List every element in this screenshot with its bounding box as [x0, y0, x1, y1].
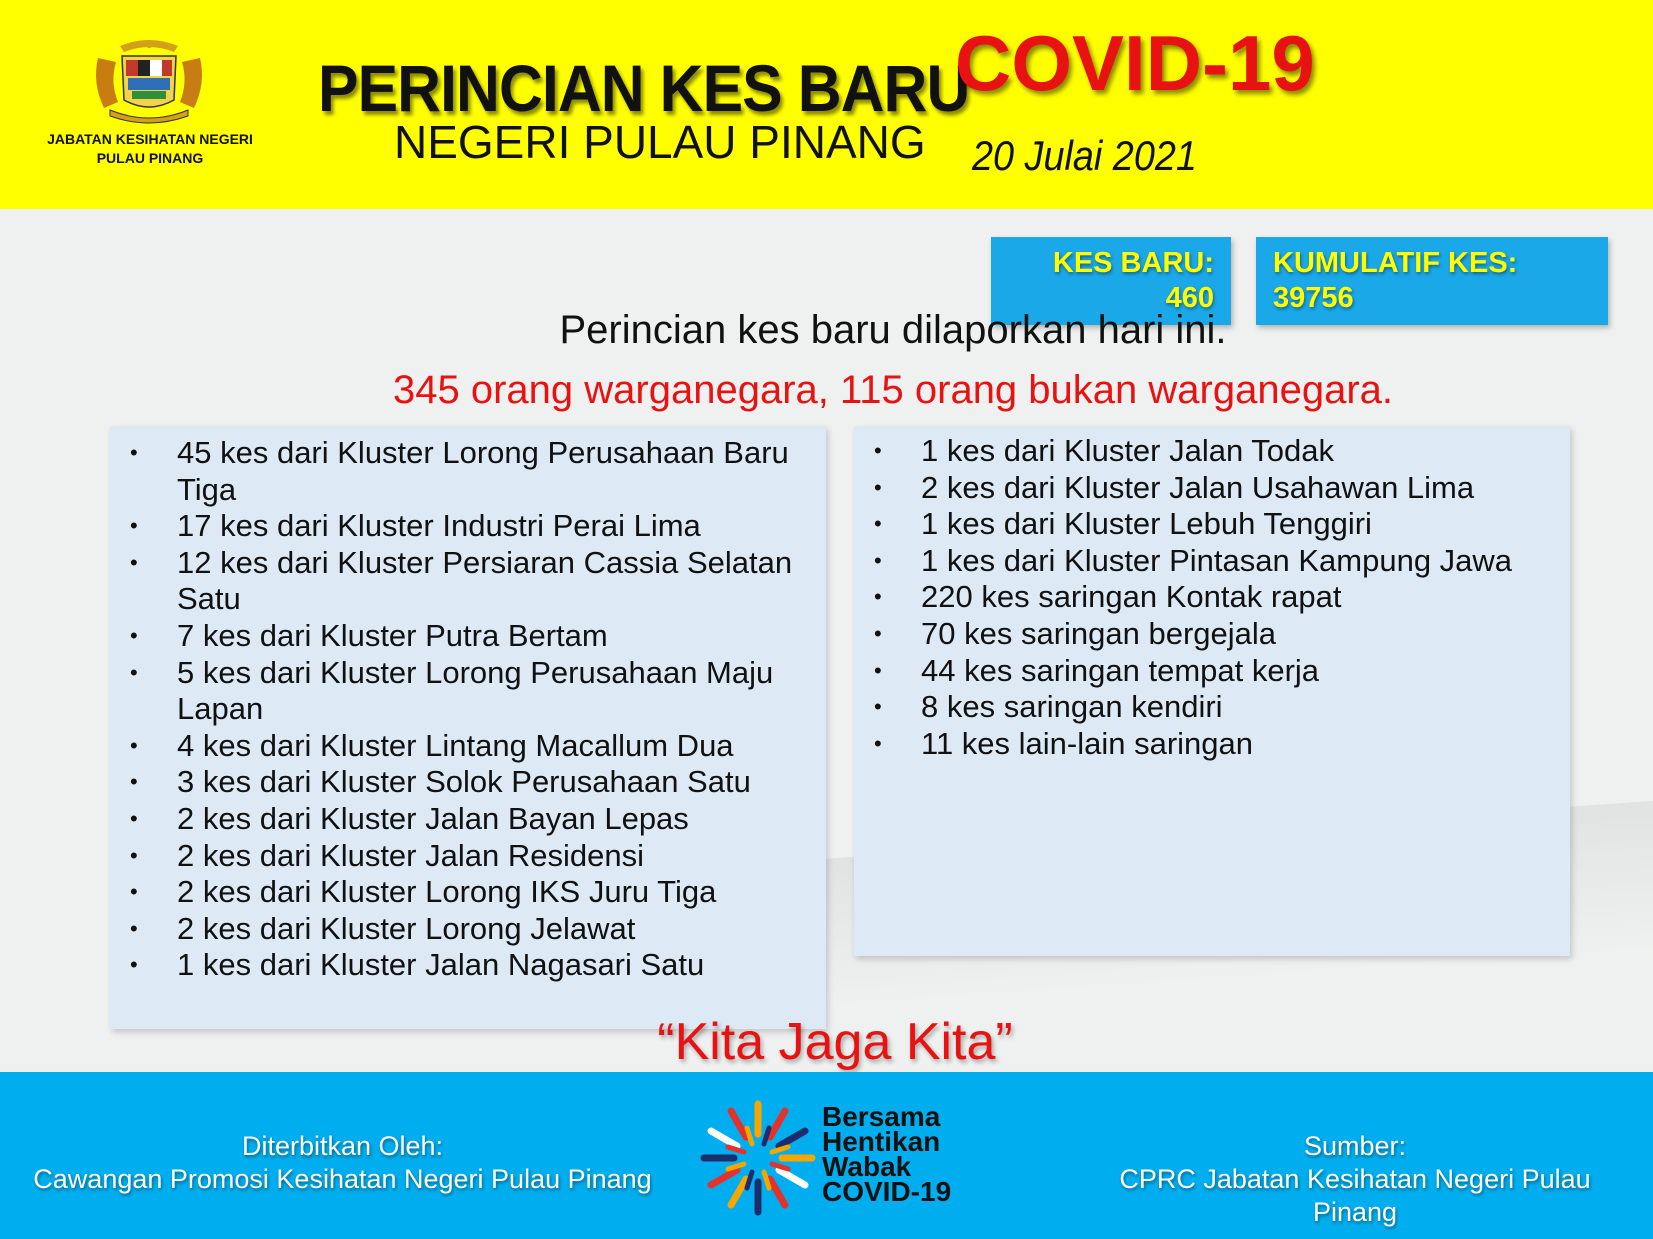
new-cases-label: KES BARU:	[1052, 247, 1214, 279]
list-item-text: 44 kes saringan tempat kerja	[921, 652, 1320, 688]
list-item-text: 11 kes lain-lain saringan	[921, 725, 1254, 761]
campaign-slogan-line2: Hentikan	[822, 1126, 941, 1157]
list-item-text: 2 kes dari Kluster Jalan Usahawan Lima	[921, 469, 1475, 505]
list-item-text: 70 kes saringan bergejala	[921, 615, 1277, 651]
bullet-icon: •	[130, 879, 138, 905]
summary-heading: Perincian kes baru dilaporkan hari ini.	[559, 308, 1227, 352]
source-block	[1090, 1130, 1620, 1229]
list-item-text: 2 kes dari Kluster Jalan Residensi	[177, 837, 644, 873]
list-item	[130, 508, 817, 545]
report-date: 20 Julai 2021	[972, 132, 1197, 179]
list-item	[130, 874, 817, 911]
department-name-line2: PULAU PINANG	[96, 150, 204, 166]
right-case-list	[874, 433, 1561, 762]
list-item	[130, 727, 817, 765]
list-item-text: 4 kes dari Kluster Lintang Macallum Dua	[177, 727, 734, 763]
list-item-text: 2 kes dari Kluster Lorong IKS Juru Tiga	[177, 874, 717, 910]
bullet-icon: •	[130, 842, 138, 868]
header-banner	[0, 0, 1653, 209]
bullet-icon: •	[874, 584, 882, 610]
list-item-text: 7 kes dari Kluster Putra Bertam	[177, 617, 608, 653]
bullet-icon: •	[130, 440, 138, 465]
campaign-slogan	[822, 1101, 952, 1207]
list-item	[130, 910, 817, 948]
page-title-highlight: COVID-19	[955, 19, 1315, 107]
citizenship-breakdown: 345 orang warganegara, 115 orang bukan warganegara.	[393, 368, 1393, 412]
list-item-text: 3 kes dari Kluster Solok Perusahaan Satu	[177, 764, 751, 800]
bullet-icon: •	[874, 694, 882, 720]
malaysia-coat-of-arms-icon	[90, 38, 208, 130]
list-item	[130, 947, 817, 984]
bullet-icon: •	[130, 549, 138, 575]
page-subtitle: NEGERI PULAU PINANG	[394, 116, 926, 168]
bullet-icon: •	[130, 513, 138, 539]
left-case-list-panel	[110, 426, 826, 1029]
list-item-text: 2 kes dari Kluster Jalan Bayan Lepas	[177, 800, 689, 836]
bullet-icon: •	[874, 730, 882, 756]
bullet-icon: •	[874, 511, 882, 537]
bullet-icon: •	[874, 547, 882, 573]
bullet-icon: •	[874, 657, 882, 683]
bullet-icon: •	[130, 915, 138, 941]
list-item-text: 17 kes dari Kluster Industri Perai Lima	[177, 508, 701, 544]
department-name	[20, 130, 280, 168]
cumulative-cases-label: KUMULATIF KES:	[1273, 247, 1518, 279]
list-item	[130, 617, 817, 655]
list-item	[874, 689, 1561, 726]
list-item	[874, 542, 1561, 580]
list-item-text: 12 kes dari Kluster Persiaran Cassia Selatan Satu	[177, 544, 793, 617]
list-item	[874, 725, 1561, 763]
source-name: CPRC Jabatan Kesihatan Negeri Pulau Pinang	[1119, 1164, 1591, 1227]
list-item-text: 5 kes dari Kluster Lorong Perusahaan Maju Lapan	[177, 654, 774, 727]
source-label: Sumber:	[1303, 1131, 1407, 1161]
list-item	[874, 579, 1561, 616]
bullet-icon: •	[874, 438, 882, 463]
bullet-icon: •	[130, 659, 138, 685]
new-cases-value: 460	[1165, 282, 1214, 314]
cumulative-cases-value: 39756	[1273, 282, 1354, 314]
list-item-text: 2 kes dari Kluster Lorong Jelawat	[177, 910, 636, 946]
list-item	[130, 544, 817, 618]
list-item-text: 1 kes dari Kluster Jalan Todak	[921, 433, 1334, 468]
list-item	[874, 652, 1561, 690]
list-item	[874, 506, 1561, 543]
campaign-slogan-line3: Wabak	[822, 1151, 912, 1182]
list-item-text: 1 kes dari Kluster Pintasan Kampung Jawa	[921, 542, 1513, 578]
campaign-slogan-line4: COVID-19	[822, 1176, 952, 1207]
list-item-text: 1 kes dari Kluster Lebuh Tenggiri	[921, 506, 1372, 542]
campaign-burst-logo-icon	[698, 1098, 818, 1218]
list-item	[130, 800, 817, 838]
bullet-icon: •	[130, 805, 138, 831]
bullet-icon: •	[130, 732, 138, 758]
campaign-slogan-line1: Bersama	[822, 1101, 941, 1132]
department-name-line1: JABATAN KESIHATAN NEGERI	[47, 131, 253, 147]
left-case-list	[130, 435, 817, 984]
list-item-text: 8 kes saringan kendiri	[921, 689, 1223, 725]
bullet-icon: •	[874, 474, 882, 500]
page-title: PERINCIAN KES BARU	[318, 51, 970, 125]
list-item	[874, 615, 1561, 653]
right-case-list-panel	[854, 426, 1570, 956]
publisher-label: Diterbitkan Oleh:	[241, 1131, 444, 1161]
list-item	[874, 433, 1561, 470]
list-item	[130, 654, 817, 728]
motto: “Kita Jaga Kita”	[657, 1013, 1013, 1071]
bullet-icon: •	[874, 620, 882, 646]
list-item-text: 220 kes saringan Kontak rapat	[921, 579, 1342, 615]
list-item	[874, 469, 1561, 507]
publisher-name: Cawangan Promosi Kesihatan Negeri Pulau Pinang	[33, 1164, 652, 1194]
list-item	[130, 764, 817, 801]
bullet-icon: •	[130, 769, 138, 795]
list-item	[130, 837, 817, 875]
list-item-text: 1 kes dari Kluster Jalan Nagasari Satu	[177, 947, 705, 983]
list-item-text: 45 kes dari Kluster Lorong Perusahaan Baru Tiga	[177, 435, 789, 507]
list-item	[130, 435, 817, 508]
publisher-block	[0, 1130, 685, 1196]
bullet-icon: •	[130, 952, 138, 978]
bullet-icon: •	[130, 622, 138, 648]
